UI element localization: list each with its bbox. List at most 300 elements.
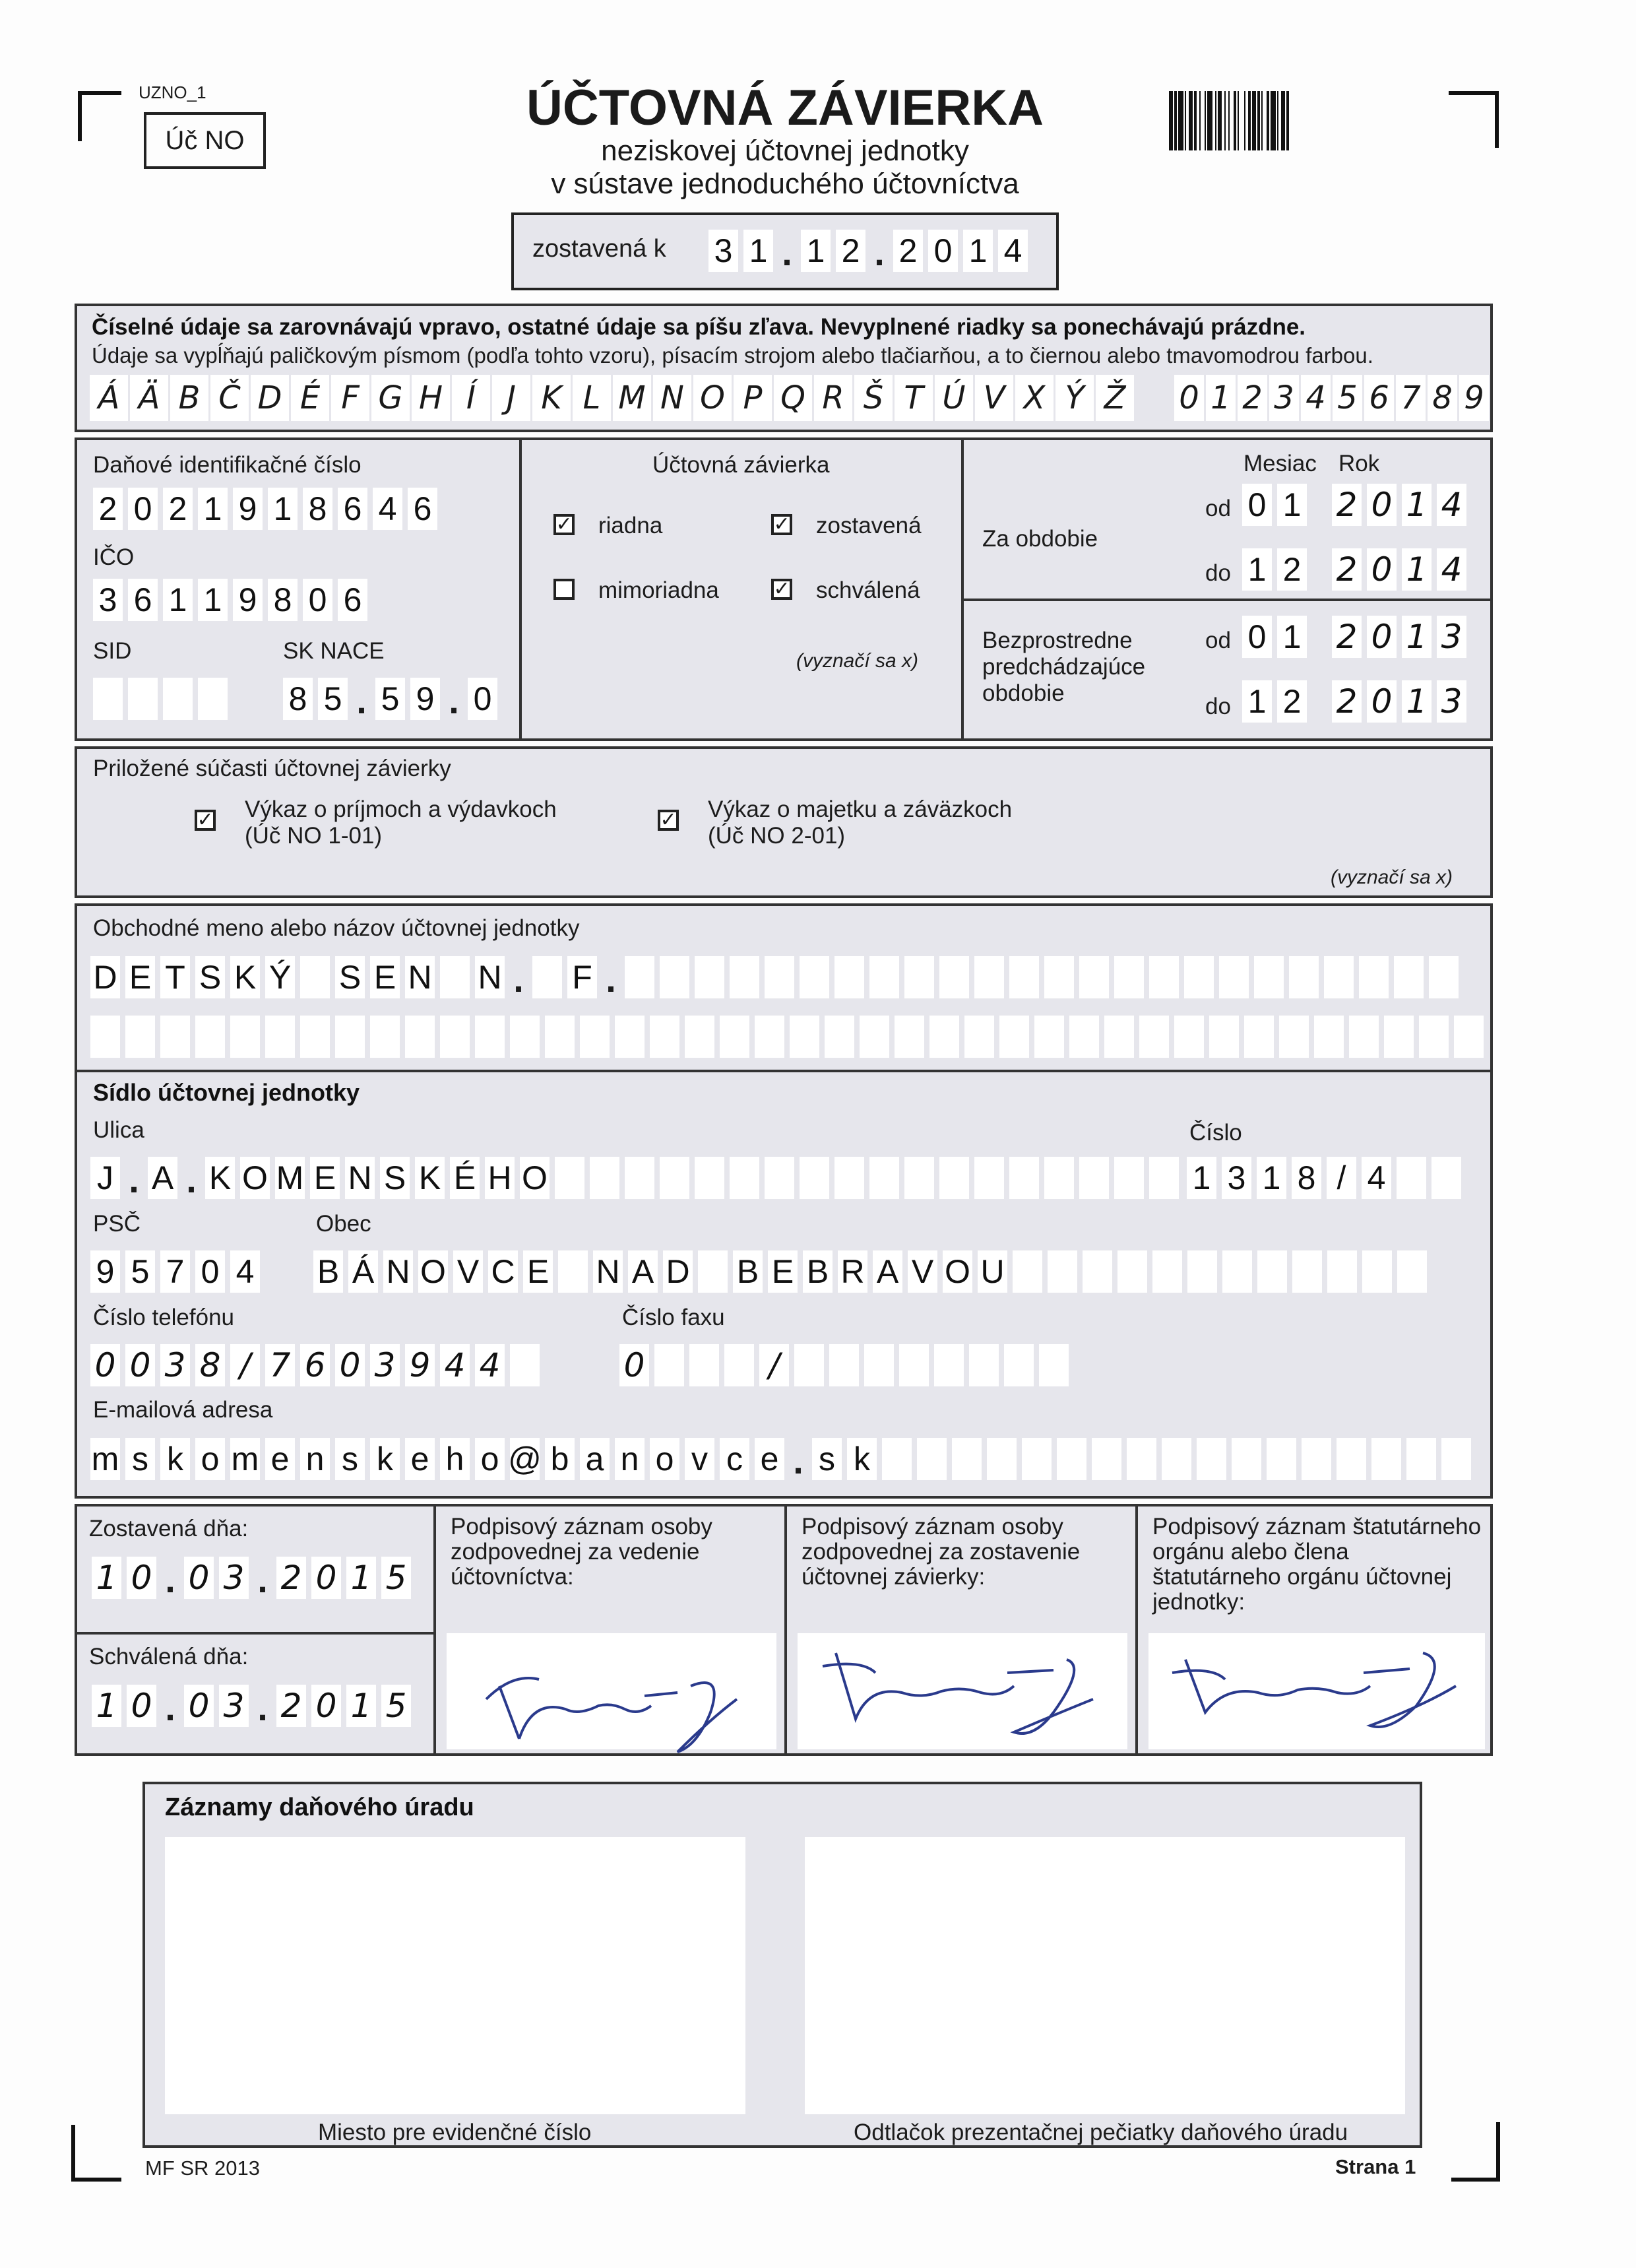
- email-cells[interactable]: [90, 1438, 1471, 1480]
- char-cell[interactable]: [1022, 1438, 1052, 1480]
- char-cell[interactable]: N: [383, 1250, 413, 1293]
- char-cell[interactable]: 4: [998, 230, 1028, 272]
- char-cell[interactable]: N: [405, 956, 435, 998]
- char-cell[interactable]: Ý: [265, 956, 295, 998]
- attachment-2-checkbox[interactable]: [658, 810, 679, 831]
- char-cell[interactable]: [1104, 1016, 1134, 1058]
- char-cell[interactable]: 7: [265, 1344, 295, 1386]
- char-cell[interactable]: S: [380, 1157, 410, 1199]
- char-cell[interactable]: B: [803, 1250, 833, 1293]
- compiled-on-cells[interactable]: [92, 1557, 411, 1599]
- char-cell[interactable]: [939, 956, 969, 998]
- char-cell[interactable]: 0: [127, 1685, 156, 1727]
- char-cell[interactable]: .: [165, 1559, 175, 1600]
- char-cell[interactable]: J: [90, 1157, 120, 1199]
- char-cell[interactable]: 8: [195, 1344, 225, 1386]
- char-cell[interactable]: 4: [1437, 484, 1466, 526]
- char-cell[interactable]: O: [418, 1250, 448, 1293]
- char-cell[interactable]: [510, 1016, 540, 1058]
- char-cell[interactable]: 0: [1242, 484, 1272, 526]
- char-cell[interactable]: [300, 1016, 330, 1058]
- char-cell[interactable]: E: [768, 1250, 798, 1293]
- char-cell[interactable]: 0: [311, 1557, 341, 1599]
- char-cell[interactable]: [1232, 1438, 1261, 1480]
- char-cell[interactable]: [1209, 1016, 1239, 1058]
- char-cell[interactable]: [1149, 956, 1179, 998]
- char-cell[interactable]: 3: [1437, 680, 1466, 723]
- char-cell[interactable]: 4: [440, 1344, 470, 1386]
- char-cell[interactable]: T: [160, 956, 190, 998]
- char-cell[interactable]: 3: [160, 1344, 190, 1386]
- char-cell[interactable]: [590, 1157, 619, 1199]
- char-cell[interactable]: [198, 678, 228, 720]
- char-cell[interactable]: [1371, 1438, 1401, 1480]
- char-cell[interactable]: .: [874, 232, 885, 273]
- char-cell[interactable]: [800, 956, 829, 998]
- cur-to-month[interactable]: [1242, 548, 1307, 591]
- char-cell[interactable]: 1: [743, 230, 773, 272]
- char-cell[interactable]: s: [125, 1438, 155, 1480]
- char-cell[interactable]: F: [567, 956, 597, 998]
- char-cell[interactable]: 2: [163, 488, 193, 530]
- char-cell[interactable]: B: [313, 1250, 343, 1293]
- char-cell[interactable]: [1004, 1344, 1034, 1386]
- char-cell[interactable]: 4: [1437, 548, 1466, 591]
- char-cell[interactable]: [800, 1157, 829, 1199]
- char-cell[interactable]: C: [488, 1250, 518, 1293]
- entity-name-row-2[interactable]: [90, 1016, 1484, 1058]
- char-cell[interactable]: [899, 1344, 929, 1386]
- char-cell[interactable]: [440, 1016, 470, 1058]
- char-cell[interactable]: a: [580, 1438, 610, 1480]
- char-cell[interactable]: [860, 1016, 889, 1058]
- char-cell[interactable]: N: [345, 1157, 375, 1199]
- char-cell[interactable]: 2: [893, 230, 923, 272]
- char-cell[interactable]: 1: [1277, 616, 1307, 658]
- char-cell[interactable]: [1009, 1157, 1039, 1199]
- char-cell[interactable]: .: [793, 1440, 803, 1481]
- char-cell[interactable]: [163, 678, 193, 720]
- char-cell[interactable]: [1079, 1157, 1109, 1199]
- char-cell[interactable]: [765, 956, 794, 998]
- char-cell[interactable]: 0: [468, 678, 497, 720]
- char-cell[interactable]: [882, 1438, 912, 1480]
- char-cell[interactable]: [720, 1016, 749, 1058]
- attachment-1-checkbox[interactable]: [195, 810, 216, 831]
- char-cell[interactable]: A: [628, 1250, 658, 1293]
- char-cell[interactable]: E: [125, 956, 155, 998]
- char-cell[interactable]: S: [195, 956, 225, 998]
- char-cell[interactable]: [1324, 956, 1354, 998]
- psc-cells[interactable]: [90, 1250, 260, 1293]
- dic-cells[interactable]: [93, 488, 437, 530]
- char-cell[interactable]: [869, 1157, 899, 1199]
- entity-name-row-1[interactable]: [90, 956, 1459, 998]
- char-cell[interactable]: [695, 956, 724, 998]
- cur-from-month[interactable]: [1242, 484, 1307, 526]
- char-cell[interactable]: [987, 1438, 1017, 1480]
- char-cell[interactable]: 8: [1292, 1157, 1321, 1199]
- char-cell[interactable]: 6: [338, 488, 367, 530]
- char-cell[interactable]: .: [449, 680, 459, 721]
- char-cell[interactable]: [1009, 956, 1039, 998]
- char-cell[interactable]: N: [593, 1250, 623, 1293]
- char-cell[interactable]: 8: [268, 579, 298, 621]
- char-cell[interactable]: V: [453, 1250, 483, 1293]
- char-cell[interactable]: e: [405, 1438, 435, 1480]
- char-cell[interactable]: [1117, 1250, 1147, 1293]
- char-cell[interactable]: 0: [1367, 548, 1397, 591]
- char-cell[interactable]: [730, 1157, 759, 1199]
- char-cell[interactable]: [654, 1344, 684, 1386]
- char-cell[interactable]: [1174, 1016, 1204, 1058]
- char-cell[interactable]: 2: [1332, 680, 1362, 723]
- char-cell[interactable]: [265, 1016, 295, 1058]
- char-cell[interactable]: [1406, 1438, 1436, 1480]
- char-cell[interactable]: [1152, 1250, 1182, 1293]
- char-cell[interactable]: [939, 1157, 969, 1199]
- char-cell[interactable]: [1197, 1438, 1226, 1480]
- char-cell[interactable]: 0: [125, 1344, 155, 1386]
- char-cell[interactable]: [1397, 1250, 1427, 1293]
- char-cell[interactable]: [999, 1016, 1029, 1058]
- cur-to-year[interactable]: [1332, 548, 1466, 591]
- char-cell[interactable]: e: [265, 1438, 295, 1480]
- char-cell[interactable]: 4: [1362, 1157, 1391, 1199]
- char-cell[interactable]: [1302, 1438, 1331, 1480]
- char-cell[interactable]: [335, 1016, 365, 1058]
- prev-to-year[interactable]: [1332, 680, 1466, 723]
- char-cell[interactable]: R: [838, 1250, 867, 1293]
- char-cell[interactable]: [869, 956, 899, 998]
- extraordinary-checkbox[interactable]: [553, 579, 575, 600]
- char-cell[interactable]: [1349, 1016, 1379, 1058]
- char-cell[interactable]: 1: [92, 1557, 121, 1599]
- char-cell[interactable]: [1279, 1016, 1309, 1058]
- char-cell[interactable]: [532, 956, 562, 998]
- char-cell[interactable]: 1: [1402, 548, 1432, 591]
- char-cell[interactable]: 0: [184, 1557, 214, 1599]
- char-cell[interactable]: [230, 1016, 260, 1058]
- char-cell[interactable]: [1069, 1016, 1099, 1058]
- char-cell[interactable]: 1: [801, 230, 831, 272]
- char-cell[interactable]: 1: [198, 579, 228, 621]
- char-cell[interactable]: [974, 1157, 1004, 1199]
- fax-cells[interactable]: [619, 1344, 1069, 1386]
- char-cell[interactable]: 6: [408, 488, 437, 530]
- char-cell[interactable]: 1: [198, 488, 228, 530]
- char-cell[interactable]: [1254, 956, 1284, 998]
- char-cell[interactable]: 2: [1277, 680, 1307, 723]
- sid-cells[interactable]: [93, 678, 228, 720]
- nace-cells[interactable]: [283, 678, 497, 720]
- char-cell[interactable]: 0: [619, 1344, 649, 1386]
- street-cells[interactable]: [90, 1157, 1179, 1199]
- char-cell[interactable]: .: [257, 1559, 268, 1600]
- char-cell[interactable]: E: [370, 956, 400, 998]
- ico-cells[interactable]: [93, 579, 367, 621]
- char-cell[interactable]: [1184, 956, 1214, 998]
- char-cell[interactable]: .: [513, 958, 524, 1000]
- char-cell[interactable]: D: [90, 956, 120, 998]
- char-cell[interactable]: o: [475, 1438, 505, 1480]
- char-cell[interactable]: [510, 1344, 540, 1386]
- char-cell[interactable]: [93, 678, 123, 720]
- regular-checkbox[interactable]: [553, 514, 575, 535]
- char-cell[interactable]: 1: [346, 1685, 376, 1727]
- char-cell[interactable]: .: [606, 958, 616, 1000]
- char-cell[interactable]: [1044, 1157, 1074, 1199]
- char-cell[interactable]: K: [415, 1157, 445, 1199]
- char-cell[interactable]: 2: [276, 1557, 306, 1599]
- char-cell[interactable]: 9: [405, 1344, 435, 1386]
- char-cell[interactable]: 1: [1402, 484, 1432, 526]
- prev-from-month[interactable]: [1242, 616, 1307, 658]
- number-cells[interactable]: [1187, 1157, 1461, 1199]
- char-cell[interactable]: [1114, 956, 1144, 998]
- char-cell[interactable]: [1044, 956, 1074, 998]
- char-cell[interactable]: /: [1327, 1157, 1356, 1199]
- char-cell[interactable]: [90, 1016, 120, 1058]
- char-cell[interactable]: [934, 1344, 964, 1386]
- char-cell[interactable]: 3: [370, 1344, 400, 1386]
- char-cell[interactable]: [1219, 956, 1249, 998]
- char-cell[interactable]: s: [812, 1438, 842, 1480]
- char-cell[interactable]: [829, 1344, 859, 1386]
- stamp-area[interactable]: [805, 1837, 1405, 2114]
- char-cell[interactable]: [929, 1016, 959, 1058]
- cur-from-year[interactable]: [1332, 484, 1466, 526]
- char-cell[interactable]: 0: [303, 579, 332, 621]
- char-cell[interactable]: [1244, 1016, 1274, 1058]
- char-cell[interactable]: [952, 1438, 982, 1480]
- char-cell[interactable]: [1394, 956, 1424, 998]
- char-cell[interactable]: [650, 1016, 679, 1058]
- char-cell[interactable]: A: [148, 1157, 177, 1199]
- char-cell[interactable]: [794, 1344, 824, 1386]
- char-cell[interactable]: 0: [128, 488, 158, 530]
- char-cell[interactable]: 5: [381, 1557, 411, 1599]
- char-cell[interactable]: 1: [346, 1557, 376, 1599]
- char-cell[interactable]: [405, 1016, 435, 1058]
- char-cell[interactable]: /: [230, 1344, 260, 1386]
- char-cell[interactable]: E: [310, 1157, 340, 1199]
- char-cell[interactable]: [1267, 1438, 1296, 1480]
- char-cell[interactable]: [1454, 1016, 1484, 1058]
- char-cell[interactable]: [1429, 956, 1459, 998]
- char-cell[interactable]: B: [733, 1250, 763, 1293]
- char-cell[interactable]: [660, 956, 689, 998]
- prev-from-year[interactable]: [1332, 616, 1466, 658]
- char-cell[interactable]: 1: [163, 579, 193, 621]
- prev-to-month[interactable]: [1242, 680, 1307, 723]
- char-cell[interactable]: [730, 956, 759, 998]
- char-cell[interactable]: [964, 1016, 994, 1058]
- char-cell[interactable]: [660, 1157, 689, 1199]
- char-cell[interactable]: [904, 1157, 934, 1199]
- char-cell[interactable]: 3: [219, 1685, 249, 1727]
- char-cell[interactable]: 6: [128, 579, 158, 621]
- char-cell[interactable]: e: [755, 1438, 784, 1480]
- char-cell[interactable]: 1: [1402, 680, 1432, 723]
- char-cell[interactable]: 8: [303, 488, 332, 530]
- char-cell[interactable]: [1362, 1250, 1392, 1293]
- char-cell[interactable]: [685, 1016, 714, 1058]
- char-cell[interactable]: [1139, 1016, 1169, 1058]
- char-cell[interactable]: [1419, 1016, 1449, 1058]
- char-cell[interactable]: [625, 1157, 654, 1199]
- char-cell[interactable]: [904, 956, 934, 998]
- char-cell[interactable]: 2: [276, 1685, 306, 1727]
- char-cell[interactable]: 9: [233, 488, 263, 530]
- char-cell[interactable]: [834, 956, 864, 998]
- char-cell[interactable]: 9: [233, 579, 263, 621]
- char-cell[interactable]: O: [240, 1157, 270, 1199]
- char-cell[interactable]: b: [545, 1438, 575, 1480]
- char-cell[interactable]: 1: [1187, 1157, 1216, 1199]
- char-cell[interactable]: [160, 1016, 190, 1058]
- char-cell[interactable]: 2: [836, 230, 865, 272]
- char-cell[interactable]: /: [759, 1344, 789, 1386]
- char-cell[interactable]: .: [165, 1687, 175, 1728]
- char-cell[interactable]: 1: [268, 488, 298, 530]
- char-cell[interactable]: 2: [1277, 548, 1307, 591]
- char-cell[interactable]: n: [300, 1438, 330, 1480]
- char-cell[interactable]: [1359, 956, 1389, 998]
- char-cell[interactable]: [834, 1157, 864, 1199]
- char-cell[interactable]: [555, 1157, 584, 1199]
- char-cell[interactable]: [689, 1344, 719, 1386]
- char-cell[interactable]: 1: [1277, 484, 1307, 526]
- char-cell[interactable]: [1048, 1250, 1077, 1293]
- char-cell[interactable]: s: [335, 1438, 365, 1480]
- char-cell[interactable]: [1079, 956, 1109, 998]
- char-cell[interactable]: o: [650, 1438, 679, 1480]
- char-cell[interactable]: 3: [1437, 616, 1466, 658]
- char-cell[interactable]: 9: [410, 678, 440, 720]
- char-cell[interactable]: [765, 1157, 794, 1199]
- city-cells[interactable]: [313, 1250, 1427, 1293]
- char-cell[interactable]: .: [356, 680, 367, 721]
- char-cell[interactable]: [440, 956, 470, 998]
- char-cell[interactable]: 1: [1402, 616, 1432, 658]
- char-cell[interactable]: [1013, 1250, 1042, 1293]
- char-cell[interactable]: N: [475, 956, 505, 998]
- char-cell[interactable]: [1034, 1016, 1064, 1058]
- char-cell[interactable]: [1114, 1157, 1144, 1199]
- char-cell[interactable]: 0: [184, 1685, 214, 1727]
- char-cell[interactable]: .: [129, 1159, 139, 1200]
- char-cell[interactable]: 6: [300, 1344, 330, 1386]
- char-cell[interactable]: K: [230, 956, 260, 998]
- approved-on-cells[interactable]: [92, 1685, 411, 1727]
- char-cell[interactable]: [615, 1016, 645, 1058]
- char-cell[interactable]: [1337, 1438, 1366, 1480]
- char-cell[interactable]: O: [520, 1157, 550, 1199]
- char-cell[interactable]: 2: [1332, 484, 1362, 526]
- char-cell[interactable]: 1: [963, 230, 993, 272]
- char-cell[interactable]: [895, 1016, 924, 1058]
- char-cell[interactable]: [917, 1438, 947, 1480]
- char-cell[interactable]: [1289, 956, 1319, 998]
- char-cell[interactable]: [1162, 1438, 1191, 1480]
- char-cell[interactable]: k: [160, 1438, 190, 1480]
- char-cell[interactable]: [1327, 1250, 1357, 1293]
- char-cell[interactable]: [698, 1250, 728, 1293]
- char-cell[interactable]: K: [205, 1157, 235, 1199]
- char-cell[interactable]: 4: [475, 1344, 505, 1386]
- char-cell[interactable]: [1092, 1438, 1121, 1480]
- char-cell[interactable]: 5: [125, 1250, 155, 1293]
- char-cell[interactable]: 5: [375, 678, 405, 720]
- char-cell[interactable]: 6: [338, 579, 367, 621]
- char-cell[interactable]: @: [510, 1438, 540, 1480]
- char-cell[interactable]: [625, 956, 654, 998]
- char-cell[interactable]: [370, 1016, 400, 1058]
- char-cell[interactable]: [1292, 1250, 1322, 1293]
- char-cell[interactable]: 2: [1332, 616, 1362, 658]
- char-cell[interactable]: É: [450, 1157, 480, 1199]
- char-cell[interactable]: [790, 1016, 819, 1058]
- char-cell[interactable]: 0: [90, 1344, 120, 1386]
- char-cell[interactable]: [1432, 1157, 1461, 1199]
- char-cell[interactable]: [1222, 1250, 1252, 1293]
- char-cell[interactable]: m: [90, 1438, 120, 1480]
- char-cell[interactable]: 0: [1367, 680, 1397, 723]
- compiled-date-cells[interactable]: [708, 230, 1028, 272]
- char-cell[interactable]: k: [847, 1438, 877, 1480]
- char-cell[interactable]: [724, 1344, 754, 1386]
- char-cell[interactable]: 3: [219, 1557, 249, 1599]
- char-cell[interactable]: [558, 1250, 588, 1293]
- char-cell[interactable]: [755, 1016, 784, 1058]
- char-cell[interactable]: 5: [318, 678, 348, 720]
- char-cell[interactable]: 2: [93, 488, 123, 530]
- char-cell[interactable]: m: [230, 1438, 260, 1480]
- char-cell[interactable]: 0: [335, 1344, 365, 1386]
- char-cell[interactable]: 0: [1242, 616, 1272, 658]
- char-cell[interactable]: 4: [373, 488, 402, 530]
- char-cell[interactable]: [1127, 1438, 1156, 1480]
- char-cell[interactable]: 3: [1222, 1157, 1251, 1199]
- char-cell[interactable]: 3: [93, 579, 123, 621]
- char-cell[interactable]: k: [370, 1438, 400, 1480]
- char-cell[interactable]: 8: [283, 678, 313, 720]
- char-cell[interactable]: [974, 956, 1004, 998]
- char-cell[interactable]: [128, 678, 158, 720]
- char-cell[interactable]: [580, 1016, 610, 1058]
- char-cell[interactable]: 0: [928, 230, 958, 272]
- char-cell[interactable]: [125, 1016, 155, 1058]
- char-cell[interactable]: [1039, 1344, 1069, 1386]
- char-cell[interactable]: [1441, 1438, 1471, 1480]
- char-cell[interactable]: 5: [381, 1685, 411, 1727]
- char-cell[interactable]: [300, 956, 330, 998]
- char-cell[interactable]: [545, 1016, 575, 1058]
- char-cell[interactable]: [195, 1016, 225, 1058]
- compiled-checkbox[interactable]: [771, 514, 792, 535]
- char-cell[interactable]: [1149, 1157, 1179, 1199]
- char-cell[interactable]: H: [485, 1157, 515, 1199]
- char-cell[interactable]: E: [523, 1250, 553, 1293]
- approved-checkbox[interactable]: [771, 579, 792, 600]
- char-cell[interactable]: 1: [1242, 548, 1272, 591]
- char-cell[interactable]: [1314, 1016, 1344, 1058]
- char-cell[interactable]: n: [615, 1438, 645, 1480]
- char-cell[interactable]: D: [663, 1250, 693, 1293]
- char-cell[interactable]: 7: [160, 1250, 190, 1293]
- char-cell[interactable]: .: [782, 232, 792, 273]
